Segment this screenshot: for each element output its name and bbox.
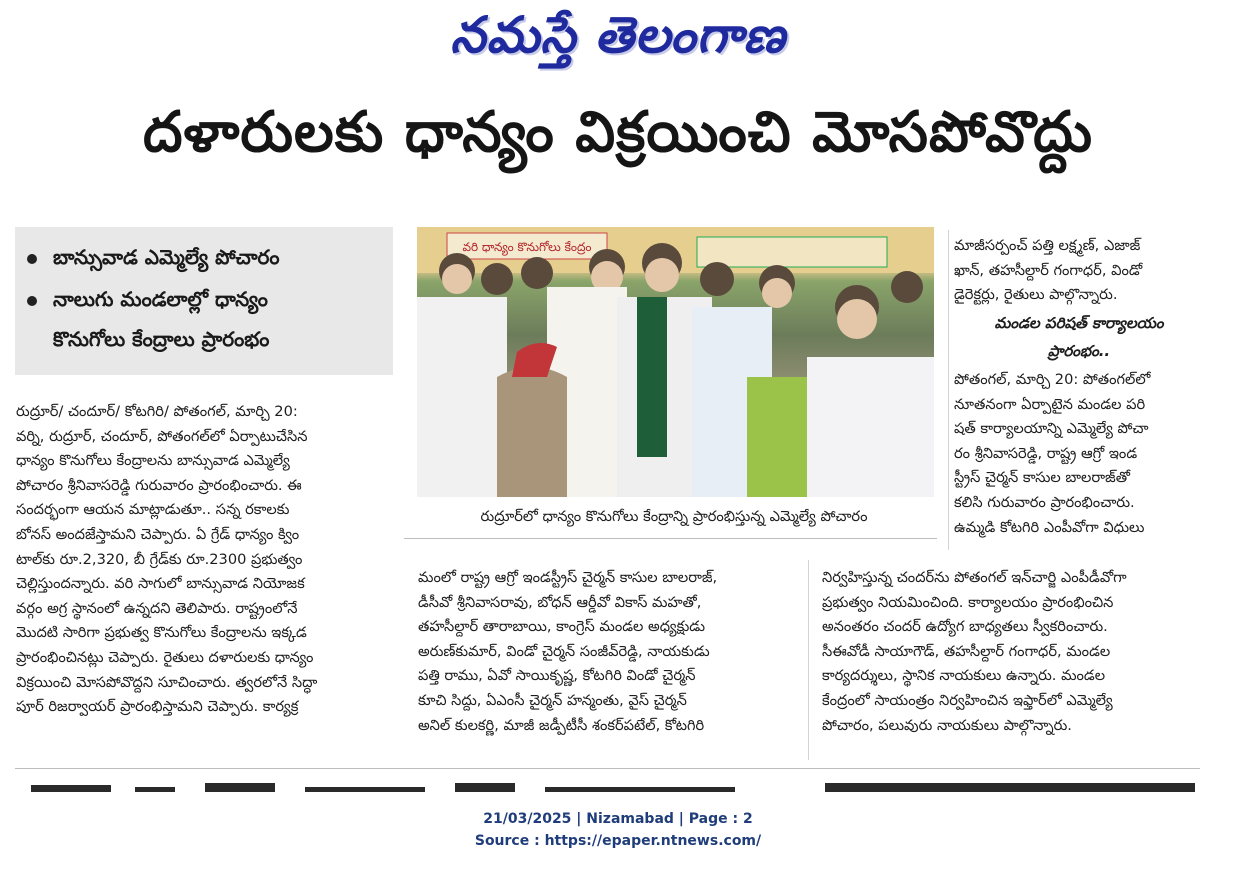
article-line: పోచారం శ్రీనివాసరెడ్డి గురువారం ప్రారంభించారు. ఈ bbox=[16, 476, 302, 494]
article-line: సందర్భంగా ఆయన మాట్లాడుతూ.. సన్న రకాలకు bbox=[16, 501, 290, 519]
divider bbox=[808, 560, 809, 760]
article-column-3-bottom bbox=[822, 566, 1204, 738]
article-line: ప్రారంభించినట్లు చెప్పారు. రైతులు దళారులకు ధాన్యం bbox=[16, 648, 314, 666]
article-column-2 bbox=[418, 566, 800, 738]
article-line: ప్రభుత్వం నియమించింది. కార్యాలయం ప్రారంభించిన bbox=[822, 593, 1114, 611]
photo-banner: వరి ధాన్యం కొనుగోలు కేంద్రం bbox=[462, 240, 592, 254]
article-column-3-mid bbox=[954, 368, 1204, 540]
article-line: బోనస్ అందజేస్తామని చెప్పారు. ఏ గ్రేడ్ ధాన్యం క్విం bbox=[16, 525, 300, 543]
cropped-next-story bbox=[15, 778, 1200, 792]
article-line: మంలో రాష్ట్ర ఆగ్రో ఇండస్ట్రీస్ చైర్మన్ కాసుల బాలరాజ్, bbox=[418, 569, 718, 586]
highlight-item: బాన్సువాడ ఎమ్మెల్యే పోచారం bbox=[27, 241, 280, 274]
article-line: అనిల్ కులకర్ణి, మాజీ జడ్పీటీసీ శంకర్‌పటేల్, కోటగిరి bbox=[418, 716, 705, 734]
article-line: కార్యదర్శులు, స్థానిక నాయకులు ఉన్నారు. మండల bbox=[822, 667, 1106, 685]
footer-source-link[interactable]: Source : https://epaper.ntnews.com/ bbox=[474, 833, 762, 849]
article-line: డీసీవో శ్రీనివాసరావు, బోధన్ ఆర్డీవో వికాస్ మహతో, bbox=[418, 593, 702, 611]
article-line: షత్ కార్యాలయాన్ని ఎమ్మెల్యే పోచా bbox=[954, 420, 1149, 438]
highlights-box bbox=[15, 227, 393, 375]
article-line: స్ట్రీస్ చైర్మన్ కాసుల బాలరాజ్‌తో bbox=[954, 469, 1130, 487]
article-line: నిర్వహిస్తున్న చందర్‌ను పోతంగల్ ఇన్‌చార్జి ఎంపీడీవోగా bbox=[822, 569, 1127, 586]
divider bbox=[15, 768, 1200, 769]
bullet-icon bbox=[27, 296, 37, 306]
article-line: పోతంగల్, మార్చి 20: పోతంగల్‌లో bbox=[954, 371, 1151, 388]
divider bbox=[948, 230, 949, 550]
news-photo bbox=[417, 227, 934, 497]
footer-date-edition: 21/03/2025 | Nizamabad | Page : 2 bbox=[483, 811, 753, 827]
article-line: రం శ్రీనివాసరెడ్డి, రాష్ట్ర ఆగ్రో ఇండ bbox=[954, 444, 1138, 462]
article-column-3-top bbox=[954, 234, 1204, 308]
highlight-item-continued: కొనుగోలు కేంద్రాలు ప్రారంభం bbox=[53, 327, 270, 351]
photo-caption: రుద్రూర్‌లో ధాన్యం కొనుగోలు కేంద్రాన్ని ప్రారంభిస్తున్న ఎమ్మెల్యే పోచారం bbox=[480, 508, 868, 525]
divider bbox=[404, 538, 937, 539]
article-line: అరుణ్‌కుమార్, విండో చైర్మన్ సంజీవ్‌రెడ్డి, నాయకుడు bbox=[418, 642, 710, 660]
article-line: కూచి సిద్దు, ఏఎంసీ చైర్మన్ హన్మంతు, వైస్ చైర్మన్ bbox=[418, 691, 687, 709]
masthead bbox=[0, 0, 1236, 84]
article-line: వర్ని, రుద్రూర్, చందూర్, పోతంగల్‌లో ఏర్పాటుచేసిన bbox=[16, 427, 308, 445]
article-line: పూర్ రిజర్వాయర్ ప్రారంభిస్తామని చెప్పారు. కార్యక్ర bbox=[16, 698, 299, 716]
article-line: నూతనంగా ఏర్పాటైన మండల పరి bbox=[954, 395, 1146, 413]
article-line: రుద్రూర్/ చందూర్/ కోటగిరి/ పోతంగల్, మార్చి 20: bbox=[16, 403, 298, 420]
article-line: విక్రయించి మోసపోవొద్దని సూచించారు. త్వరలోనే సిద్ధా bbox=[16, 673, 318, 691]
article-line: పత్తి రాము, ఏవో సాయికృష్ణ, కోటగిరి విండో చైర్మన్ bbox=[418, 667, 696, 685]
highlight-item: నాలుగు మండలాల్లో ధాన్యం bbox=[27, 283, 268, 316]
page-footer bbox=[0, 808, 1236, 852]
article-column-1 bbox=[16, 400, 394, 720]
photo-illustration bbox=[417, 227, 934, 497]
article-line: ఉమ్మడి కోటగిరి ఎంపీవోగా విధులు bbox=[954, 518, 1145, 536]
article-line: కలిసి గురువారం ప్రారంభించారు. bbox=[954, 493, 1135, 511]
subheading: ప్రారంభం.. bbox=[1047, 342, 1111, 360]
article-line: మొదటి సారిగా ప్రభుత్వ కొనుగోలు కేంద్రాలను ఇక్కడ bbox=[16, 624, 307, 642]
article-line: చెల్లిస్తుందన్నారు. వరి సాగులో బాన్సువాడ నియోజక bbox=[16, 575, 305, 593]
subheading: మండల పరిషత్ కార్యాలయం bbox=[994, 314, 1164, 332]
newspaper-logo: నమస్తే తెలంగాణ bbox=[450, 6, 786, 64]
article-line: ధాన్యం కొనుగోలు కేంద్రాలను బాన్సువాడ ఎమ్మెల్యే bbox=[16, 452, 290, 470]
article-line: అనంతరం చందర్ ఉద్యోగ బాధ్యతలు స్వీకరించారు. bbox=[822, 618, 1108, 636]
article-line: మాజీసర్పంచ్ పత్తి లక్ష్మణ్, ఎజాజ్ bbox=[954, 237, 1141, 254]
article-line: వర్గం అగ్ర స్థానంలో ఉన్నదని తెలిపారు. రాష్ట్రంలోనే bbox=[16, 599, 298, 617]
article-line: తహసీల్దార్ తారాబాయి, కాంగ్రెస్ మండల అధ్యక్షుడు bbox=[418, 618, 706, 636]
article-line: ఖాన్, తహసీల్దార్ గంగాధర్, విండో bbox=[954, 261, 1143, 279]
article-line: కేంద్రంలో సాయంత్రం నిర్వహించిన ఇఫ్తార్‌లో ఎమ్మెల్యే bbox=[822, 691, 1113, 709]
article-line: సీఈవోడీ సాయాగౌడ్, తహసీల్దార్ గంగాధర్, మండల bbox=[822, 642, 1111, 660]
article-line: పోచారం, పలువురు నాయకులు పాల్గొన్నారు. bbox=[822, 716, 1072, 734]
article-line: డైరెక్టర్లు, రైతులు పాల్గొన్నారు. bbox=[954, 286, 1118, 304]
article-headline: దళారులకు ధాన్యం విక్రయించి మోసపోవొద్దు bbox=[142, 100, 1094, 165]
article-line: టాల్‌కు రూ.2,320, బీ గ్రేడ్‌కు రూ.2300 ప్రభుత్వం bbox=[16, 550, 303, 568]
bullet-icon bbox=[27, 254, 37, 264]
